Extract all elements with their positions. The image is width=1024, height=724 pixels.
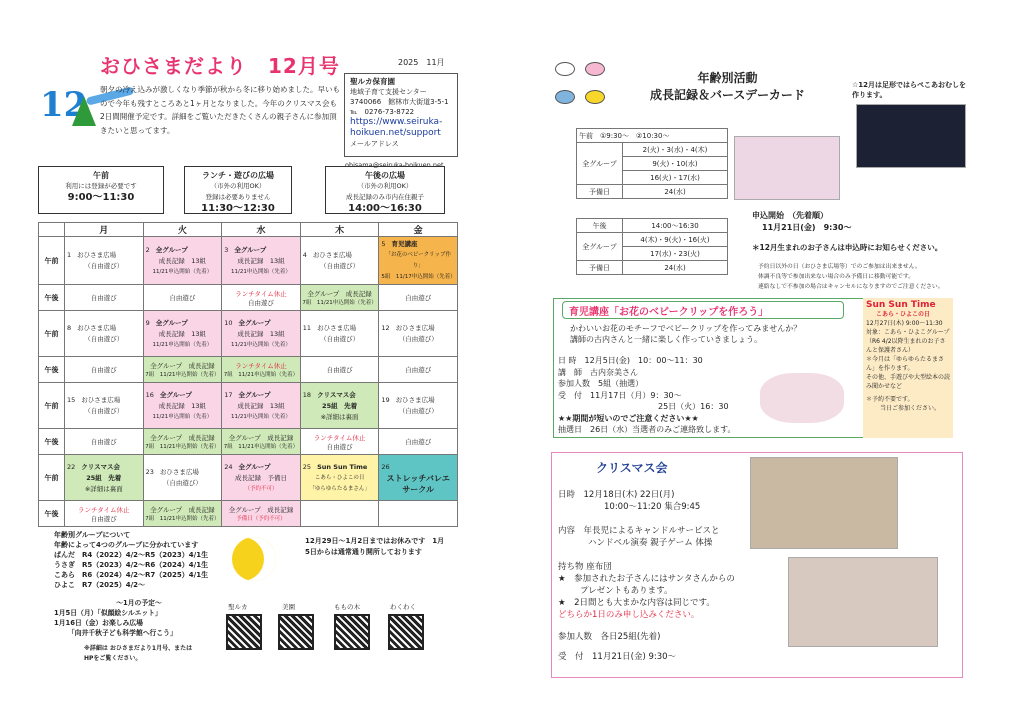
cal-cell: 全グループ 成長記録 7組 11/21申込開始（先着） bbox=[143, 501, 222, 527]
cal-cell: 3 全グループ 成長記録 13組 11/21申込開始（先着） bbox=[222, 237, 301, 285]
footprint-photo bbox=[856, 104, 966, 168]
issue-date: 2025 11月 bbox=[398, 58, 445, 67]
cal-cell: 自由遊び bbox=[65, 429, 144, 455]
center-url[interactable]: https://www.seiruka-hoikuen.net/support bbox=[350, 117, 443, 138]
cal-cell: 自由遊び bbox=[379, 429, 458, 455]
day-fri: 金 bbox=[379, 223, 458, 237]
seminar-title: 育児講座「お花のベビークリップを作ろう」 bbox=[562, 301, 844, 319]
timebox-lunch-sub2: 登録は必要ありません bbox=[205, 193, 271, 201]
january-line: 1月5日（月）「似顔絵シルエット」 bbox=[54, 609, 162, 617]
rabbit-icon bbox=[585, 62, 605, 76]
reservation-note: 予約日以外の日（おひさま広場等）でのご参加は出来ません。 bbox=[758, 264, 921, 270]
cal-cell: 24 全グループ 成長記録 予備日 （予約不可） bbox=[222, 455, 301, 501]
christmas-date: 日時 12月18日(木) 22日(月) bbox=[558, 490, 675, 500]
christmas-time: 10:00～11:20 集合9:45 bbox=[604, 502, 701, 512]
birthday-card-photo bbox=[734, 136, 840, 200]
baby-clip-photo bbox=[760, 373, 844, 423]
group-row: ひよこ R7（2025）4/2～ bbox=[54, 581, 146, 589]
sunsun-box bbox=[863, 298, 953, 438]
cal-cell: 自由遊び bbox=[143, 285, 222, 311]
grp-am-label: 全グループ bbox=[577, 143, 623, 185]
group-schedule-pm bbox=[576, 218, 728, 275]
grp-am-dates: 16(火)・17(水) bbox=[623, 171, 728, 185]
koala-icon bbox=[555, 90, 575, 104]
seminar-intro-line: 講師の古内さんと一緒に楽しく作っていきましょう。 bbox=[570, 335, 762, 344]
sunsun-line: ＊予約不要です。 bbox=[866, 396, 914, 403]
seminar-accept: 受 付 11月17日（月）9：30～ bbox=[558, 390, 682, 400]
grp-pm-spare-label: 予備日 bbox=[577, 261, 623, 275]
cal-cell: 19 おひさま広場 （自由遊び） bbox=[379, 383, 458, 429]
qr-code-icon[interactable] bbox=[278, 614, 314, 650]
cal-cell: 全グループ 成長記録 予備日（予約不可） bbox=[222, 501, 301, 527]
qr-label: 聖ルカ bbox=[228, 603, 248, 611]
right-title-2: 成長記録＆バースデーカード bbox=[650, 88, 805, 102]
grp-am-dates: 9(火)・10(水) bbox=[623, 157, 728, 171]
christmas-note: プレゼントもあります。 bbox=[580, 586, 673, 596]
day-thu: 木 bbox=[300, 223, 379, 237]
cal-cell: ランチタイム休止 自由遊び bbox=[65, 501, 144, 527]
seminar-intro bbox=[570, 323, 801, 345]
cal-cell: 23 おひさま広場 （自由遊び） bbox=[143, 455, 222, 501]
groups-info bbox=[54, 530, 234, 590]
timebox-pm bbox=[325, 166, 445, 214]
center-mail[interactable]: ohisama@seiruka-hoikuen.net bbox=[345, 161, 444, 169]
corner-cell bbox=[39, 223, 65, 237]
footprint-note: ☆12月は足形ではらぺこあおむしを作ります。 bbox=[852, 81, 967, 99]
month-number: 12 bbox=[40, 85, 88, 125]
cal-cell: ランチタイム休止 7組 11/21申込開始（先着） bbox=[222, 357, 301, 383]
grp-pm-spare: 24(水) bbox=[623, 261, 728, 275]
cal-cell: 1 おひさま広場 （自由遊び） bbox=[65, 237, 144, 285]
sunsun-title: Sun Sun Time bbox=[866, 300, 936, 310]
group-row: こあら R6（2024）4/2～R7（2025）4/1生 bbox=[54, 571, 209, 579]
row-pm: 午後 bbox=[39, 429, 65, 455]
center-info-box bbox=[344, 73, 458, 169]
apply-date: 11月21日(金) 9:30～ bbox=[762, 223, 852, 232]
cal-cell: 自由遊び bbox=[65, 357, 144, 383]
cal-cell: 25 Sun Sun Time こあら・ひよこの日 「ゆらゆらたるまさん」 bbox=[300, 455, 379, 501]
row-am: 午前 bbox=[39, 455, 65, 501]
newsletter-title: おひさまだより 12月号 bbox=[100, 54, 340, 78]
sunsun-line: 12月27日(木) 9:00～11:30 bbox=[866, 320, 943, 327]
cal-cell: 16 全グループ 成長記録 13組 11/21申込開始（先着） bbox=[143, 383, 222, 429]
christmas-title: クリスマス会 bbox=[596, 461, 668, 475]
holiday-note: 12月29日～1月2日まではお休みです 1月5日からは通常通り開所しております bbox=[305, 537, 445, 556]
qr-code-icon[interactable] bbox=[334, 614, 370, 650]
qr-label: ももの木 bbox=[334, 603, 360, 611]
moon-icon bbox=[232, 537, 276, 581]
sunsun-line: 対象：こあら・ひよこグループ bbox=[866, 329, 950, 336]
grp-pm-label: 全グループ bbox=[577, 233, 623, 261]
christmas-details bbox=[558, 489, 735, 663]
animal-icons bbox=[555, 62, 615, 78]
qr-label: わくわく bbox=[390, 603, 416, 611]
cal-cell: ランチタイム休止 自由遊び bbox=[300, 429, 379, 455]
seminar-details bbox=[558, 355, 736, 436]
seminar-teacher: 講 師 古内奈美さん bbox=[558, 367, 638, 377]
row-pm: 午後 bbox=[39, 357, 65, 383]
intro-text: 朝夕の冷え込みが激しくなり季節が秋から冬に移り始めました。早いもので今年も残すところあと1ヶ月となりました。今年のクリスマス会も2日間開催予定です。詳細をご覧いただきたくさんの親子さんに参加頂きたいと思ってます。 bbox=[100, 85, 340, 135]
christmas-count: 参加人数 各日25組(先着) bbox=[558, 632, 661, 642]
panda-icon bbox=[555, 62, 575, 76]
row-am: 午前 bbox=[39, 311, 65, 357]
apply-info bbox=[752, 210, 851, 234]
groups-line: 年齢によって4つのグループに分かれています bbox=[54, 541, 199, 549]
reservation-notes bbox=[758, 262, 958, 292]
grp-am-spare-label: 予備日 bbox=[577, 185, 623, 199]
timebox-lunch-sub: （市外の利用OK） bbox=[210, 182, 266, 190]
timebox-am-time: 9:00～11:30 bbox=[67, 192, 135, 203]
cal-cell: 22 クリスマス会 25組 先着 ※詳細は裏面 bbox=[65, 455, 144, 501]
cal-cell: 17 全グループ 成長記録 13組 11/21申込開始（先着） bbox=[222, 383, 301, 429]
cal-cell: 全グループ 成長記録 7組 11/21申込開始（先着） bbox=[300, 285, 379, 311]
cal-cell: 15 おひさま広場 （自由遊び） bbox=[65, 383, 144, 429]
seminar-lottery: 抽選日 26日（水）当選者のみご連絡致します。 bbox=[558, 425, 736, 434]
cal-cell: 12 おひさま広場 （自由遊び） bbox=[379, 311, 458, 357]
christmas-content: ハンドベル演奏 親子ゲーム 体操 bbox=[588, 538, 713, 548]
group-row: ぱんだ R4（2022）4/2～R5（2023）4/1生 bbox=[54, 551, 209, 559]
cal-cell: 自由遊び bbox=[65, 285, 144, 311]
reservation-note: 連絡なしで不参加の場合はキャンセルになりますのでご注意ください。 bbox=[758, 284, 944, 290]
january-note: ※詳細は おひさまだより1月号、またはHPをご覧ください。 bbox=[84, 645, 193, 662]
center-name: 聖ルカ保育園 bbox=[350, 77, 395, 86]
day-mon: 月 bbox=[65, 223, 144, 237]
january-line: 「向井千秋子ども科学館へ行こう」 bbox=[68, 629, 177, 637]
timebox-pm-sub2: 成長記録のみ市内在住親子 bbox=[346, 193, 424, 201]
day-wed: 水 bbox=[222, 223, 301, 237]
timebox-lunch-time: 11:30～12:30 bbox=[201, 203, 275, 214]
timebox-am bbox=[38, 166, 164, 214]
group-row: うさぎ R5（2023）4/2～R6（2024）4/1生 bbox=[54, 561, 209, 569]
grp-pm-time: 14:00～16:30 bbox=[623, 219, 728, 233]
timebox-am-title: 午前 bbox=[93, 171, 109, 180]
christmas-note: ★ 2日間とも大まかな内容は同じです。 bbox=[558, 598, 715, 608]
cal-cell bbox=[300, 501, 379, 527]
cal-cell bbox=[379, 501, 458, 527]
groups-title: 年齢別グループについて bbox=[54, 531, 131, 539]
january-plan bbox=[54, 598, 224, 664]
cal-cell: 全グループ 成長記録 7組 11/21申込開始（先着） bbox=[143, 429, 222, 455]
cal-cell: 10 全グループ 成長記録 13組 11/21申込開始（先着） bbox=[222, 311, 301, 357]
sunsun-sub: こあら・ひよこの日 bbox=[876, 311, 931, 318]
animal-icons-2 bbox=[555, 90, 615, 106]
right-title-1: 年齢別活動 bbox=[697, 71, 758, 85]
calendar-table bbox=[38, 222, 458, 527]
timebox-lunch bbox=[184, 166, 292, 214]
cal-cell: 自由遊び bbox=[379, 357, 458, 383]
seminar-accept-end: 25日（火）16：30 bbox=[658, 402, 729, 411]
cal-cell: 2 全グループ 成長記録 13組 11/21申込開始（先着） bbox=[143, 237, 222, 285]
sunsun-line: （R6 4/2以降生まれのお子さんと保護者さん） bbox=[866, 338, 946, 354]
center-address: 3740066 館林市大街道3-5-1 bbox=[350, 98, 449, 106]
seminar-period: ★★期間が短いのでご注意ください★★ bbox=[558, 413, 699, 423]
cal-cell: 5 育児講座 「お花のベビークリップ作り」 5組 11/17申込開始（先着） bbox=[379, 237, 458, 285]
grp-pm-header: 午後 bbox=[577, 219, 623, 233]
timebox-pm-time: 14:00～16:30 bbox=[348, 203, 422, 214]
grp-am-dates: 2(火)・3(水)・4(木) bbox=[623, 143, 728, 157]
cal-cell: 8 おひさま広場 （自由遊び） bbox=[65, 311, 144, 357]
chick-icon bbox=[585, 90, 605, 104]
christmas-note: ★ 参加されたお子さんにはサンタさんからの bbox=[558, 574, 735, 584]
timebox-lunch-title: ランチ・遊びの広場 bbox=[202, 171, 274, 180]
cal-cell: 18 クリスマス会 25組 先着 ※詳細は裏面 bbox=[300, 383, 379, 429]
cal-cell: ランチタイム休止 自由遊び bbox=[222, 285, 301, 311]
seminar-intro-line: かわいいお花のモチーフでベビークリップを作ってみませんか？ bbox=[570, 324, 802, 333]
qr-code-icon[interactable] bbox=[388, 614, 424, 650]
cal-cell: 11 おひさま広場 （自由遊び） bbox=[300, 311, 379, 357]
row-pm: 午後 bbox=[39, 501, 65, 527]
row-am: 午前 bbox=[39, 237, 65, 285]
cal-cell: 4 おひさま広場 （自由遊び） bbox=[300, 237, 379, 285]
cal-cell: 全グループ 成長記録 7組 11/21申込開始（先着） bbox=[143, 357, 222, 383]
row-am: 午前 bbox=[39, 383, 65, 429]
cal-cell: 自由遊び bbox=[379, 285, 458, 311]
christmas-accept: 受 付 11月21日(金) 9:30～ bbox=[558, 652, 677, 662]
seminar-date: 日 時 12月5日(金) 10：00～11：30 bbox=[558, 356, 703, 365]
qr-code-icon[interactable] bbox=[226, 614, 262, 650]
reservation-note: 体調不良等で参加出来ない場合のみ予備日に移動可能です。 bbox=[758, 274, 915, 280]
center-tel: ℡ 0276-73-8722 bbox=[350, 108, 415, 116]
grp-am-header: 午前 ①9:30～ ②10:30～ bbox=[577, 129, 728, 143]
sunsun-line: その他、手遊びや大型絵本の読み聞かせなど bbox=[866, 374, 951, 390]
christmas-kids-photo bbox=[788, 557, 938, 647]
cal-cell: 全グループ 成長記録 7組 11/21申込開始（先着） bbox=[222, 429, 301, 455]
mail-label: メールアドレス bbox=[350, 140, 399, 148]
group-schedule-am bbox=[576, 128, 728, 199]
christmas-box bbox=[551, 452, 963, 678]
christmas-note-red: どちらか1日のみ申し込みください。 bbox=[558, 610, 700, 620]
grp-pm-dates: 17(水)・23(火) bbox=[623, 247, 728, 261]
right-title bbox=[650, 70, 805, 104]
seminar-count: 参加人数 5組（抽選） bbox=[558, 379, 644, 388]
christmas-stage-photo bbox=[750, 457, 898, 549]
sunsun-line: 当日ご参加ください。 bbox=[880, 405, 941, 412]
cal-cell: 26 ストレッチバレエ サークル bbox=[379, 455, 458, 501]
grp-am-spare: 24(水) bbox=[623, 185, 728, 199]
cal-cell: 9 全グループ 成長記録 13組 11/21申込開始（先着） bbox=[143, 311, 222, 357]
timebox-pm-sub: （市外の利用OK） bbox=[357, 182, 413, 190]
day-tue: 火 bbox=[143, 223, 222, 237]
apply-label: 申込開始 （先着順） bbox=[752, 211, 828, 220]
timebox-pm-title: 午後の広場 bbox=[365, 171, 405, 180]
row-pm: 午後 bbox=[39, 285, 65, 311]
timebox-am-sub: 利用には登録が必要です bbox=[65, 182, 137, 190]
qr-label: 美園 bbox=[282, 603, 295, 611]
grp-pm-dates: 4(木)・9(火)・16(火) bbox=[623, 233, 728, 247]
center-line1: 地域子育て支援センター bbox=[350, 88, 427, 96]
christmas-items: 持ち物 座布団 bbox=[558, 562, 612, 572]
january-line: 1月16日（金）お楽しみ広場 bbox=[54, 619, 143, 627]
christmas-content: 内容 年長児によるキャンドルサービスと bbox=[558, 526, 720, 536]
january-title: ～1月の予定～ bbox=[116, 599, 162, 607]
cal-cell: 自由遊び bbox=[300, 357, 379, 383]
birthday-note: ＊12月生まれのお子さんは申込時にお知らせください。 bbox=[752, 243, 943, 252]
sunsun-line: ＊今月は「ゆらゆらたるまさん」を作ります。 bbox=[866, 356, 945, 372]
